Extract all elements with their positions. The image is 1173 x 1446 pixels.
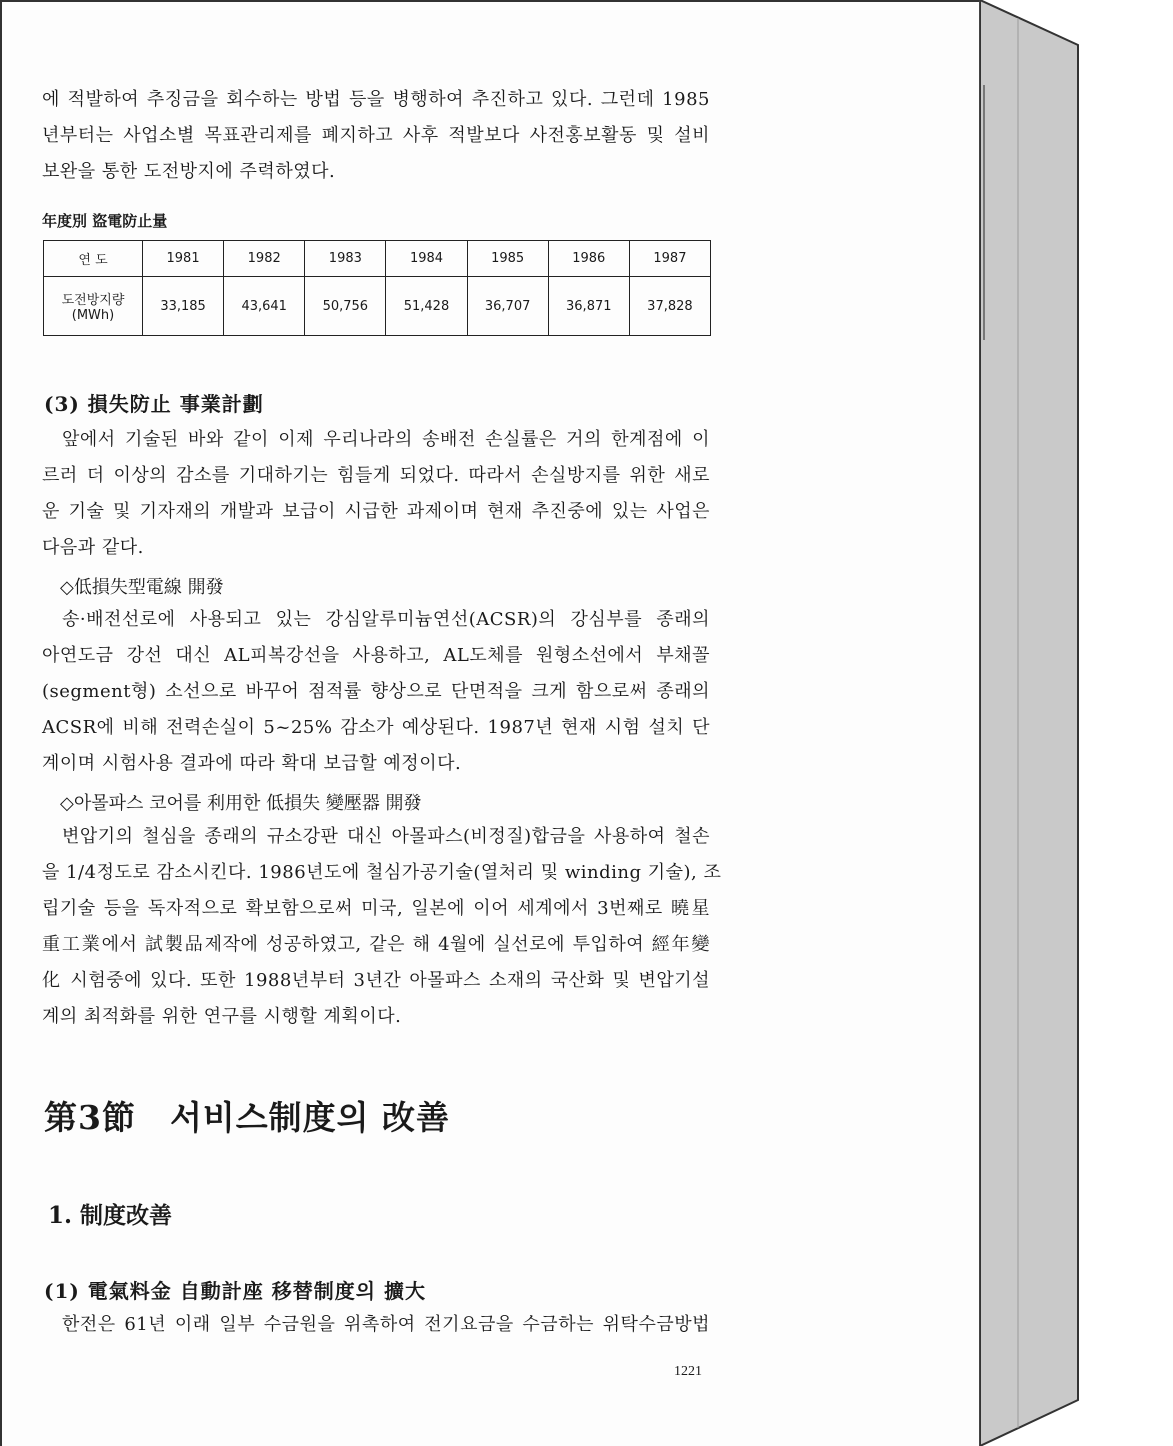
book-page-edge (980, 0, 1173, 1446)
year-cell: 1982 (224, 241, 305, 277)
subheading-low-loss-wire: ◇低損失型電線 開發 (60, 577, 224, 598)
chapter-heading: 1. 制度改善 (48, 1202, 173, 1229)
row-label: 도전방지량 (61, 293, 125, 309)
row-unit: (MWh) (71, 308, 115, 324)
text-line: (segment형) 소선으로 바꾸어 점적률 향상으로 단면적을 크게 함으로써 종래의 (42, 681, 710, 702)
year-cell: 1986 (548, 241, 629, 277)
value-cell: 43,641 (224, 277, 305, 336)
value-cell: 33,185 (143, 277, 224, 336)
low-loss-wire-paragraph (42, 602, 710, 782)
year-cell: 1987 (629, 241, 710, 277)
text-line: 에 적발하여 추징금을 회수하는 방법 등을 병행하여 추진하고 있다. 그런데 1985 (42, 89, 710, 110)
amorphous-transformer-paragraph (42, 819, 722, 1035)
table-row (44, 277, 711, 336)
year-cell: 1985 (467, 241, 548, 277)
table-caption: 年度別 盜電防止量 (42, 212, 168, 230)
text-line: 계이며 시험사용 결과에 따라 확대 보급할 예정이다. (42, 753, 462, 774)
year-cell: 1983 (305, 241, 386, 277)
value-cell: 36,707 (467, 277, 548, 336)
subsection-heading: (1) 電氣料金 自動計座 移替制度의 擴大 (44, 1279, 427, 1303)
value-cell: 37,828 (629, 277, 710, 336)
chapter-paragraph (42, 1307, 710, 1343)
text-line: ACSR에 비해 전력손실이 5~25% 감소가 예상된다. 1987년 현재 시험 설치 단 (42, 717, 710, 738)
year-cell: 1984 (386, 241, 467, 277)
value-cell: 50,756 (305, 277, 386, 336)
text-line: 계의 최적화를 위한 연구를 시행할 계획이다. (42, 1006, 402, 1027)
header-label: 연 도 (44, 241, 143, 277)
chapter-title: 第3節 서비스制度의 改善 (44, 1098, 450, 1137)
text-line: 을 1/4정도로 감소시킨다. 1986년도에 철심가공기술(열처리 및 winding 기술), 조 (42, 862, 722, 883)
table-header-row (44, 241, 711, 277)
theft-prevention-table (43, 240, 711, 336)
text-line: 송·배전선로에 사용되고 있는 강심알루미늄연선(ACSR)의 강심부를 종래의 (62, 609, 710, 630)
year-cell: 1981 (143, 241, 224, 277)
text-line: 한전은 61년 이래 일부 수금원을 위촉하여 전기요금을 수금하는 위탁수금방법 (62, 1314, 710, 1335)
text-line: 앞에서 기술된 바와 같이 이제 우리나라의 송배전 손실률은 거의 한계점에 이 (62, 429, 710, 450)
intro-paragraph (42, 82, 710, 190)
text-line: 化 시험중에 있다. 또한 1988년부터 3년간 아몰파스 소재의 국산화 및 변압기설 (42, 970, 710, 991)
section-heading: (3) 損失防止 事業計劃 (44, 392, 264, 416)
text-line: 운 기술 및 기자재의 개발과 보급이 시급한 과제이며 현재 추진중에 있는 사업은 (42, 501, 710, 522)
subheading-amorphous-transformer: ◇아몰파스 코어를 利用한 低損失 變壓器 開發 (60, 793, 422, 814)
value-cell: 36,871 (548, 277, 629, 336)
text-line: 다음과 같다. (42, 537, 144, 558)
text-line: 변압기의 철심을 종래의 규소강판 대신 아몰파스(비정질)합금을 사용하여 철손 (62, 826, 710, 847)
text-line: 르러 더 이상의 감소를 기대하기는 힘들게 되었다. 따라서 손실방지를 위한 새로 (42, 465, 710, 486)
section-paragraph (42, 422, 710, 566)
text-line: 보완을 통한 도전방지에 주력하였다. (42, 161, 336, 182)
text-line: 년부터는 사업소별 목표관리제를 폐지하고 사후 적발보다 사전홍보활동 및 설비 (42, 125, 710, 146)
text-line: 아연도금 강선 대신 AL피복강선을 사용하고, AL도체를 원형소선에서 부채꼴 (42, 645, 710, 666)
text-line: 립기술 등을 독자적으로 확보함으로써 미국, 일본에 이어 세계에서 3번째로 曉星 (42, 898, 710, 919)
row-label-cell (44, 277, 143, 336)
page-number: 1221 (674, 1364, 702, 1379)
text-line: 重工業에서 試製品제작에 성공하였고, 같은 해 4월에 실선로에 투입하여 經年變 (42, 934, 710, 955)
value-cell: 51,428 (386, 277, 467, 336)
book-edge-face (980, 0, 1078, 1446)
